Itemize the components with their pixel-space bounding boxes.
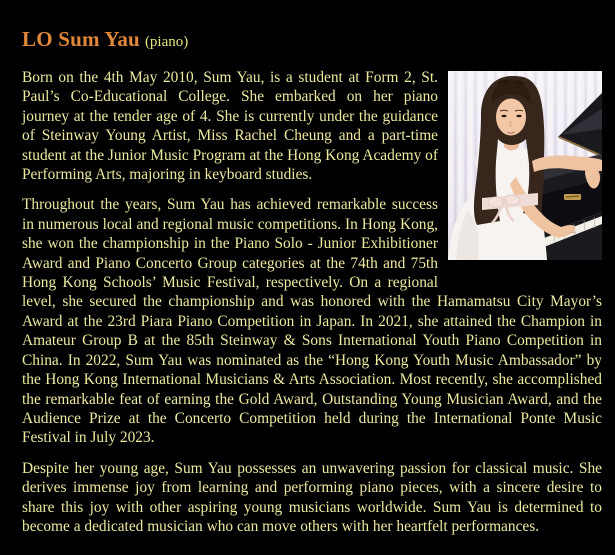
bio-paragraph-1: Born on the 4th May 2010, Sum Yau, is a student at Form 2, St. Paul’s Co-Educational College. She embarked on her piano journey at the tender age of 4. She is currently under the guidance of Steinway Young Artist, Miss Rachel Cheung and a part-time student at the Junior Music Program at the Hong Kong Academy of Performing Arts, majoring in keyboard studies. bbox=[22, 69, 438, 184]
bio-paragraph-3: Despite her young age, Sum Yau possesses an unwavering passion for classical music. She derives immense joy from learning and performing piano pieces, with a sincere desire to share this joy with other aspiring young musicians worldwide. Sum Yau is determined to become a dedicated musician who can move others with her heartfelt performances. bbox=[22, 459, 602, 535]
page-title bbox=[22, 24, 602, 53]
artist-photo bbox=[448, 71, 602, 260]
bio-content bbox=[22, 68, 602, 536]
artist-name: LO Sum Yau bbox=[22, 27, 140, 51]
artist-instrument: (piano) bbox=[144, 34, 189, 50]
piano-portrait-illustration bbox=[448, 71, 602, 260]
bio-paragraph-2: Throughout the years, Sum Yau has achieved remarkable success in numerous local and regional music competitions. In Hong Kong, she won the championship in the Piano Solo - Junior Exhibitioner Award and Piano Concerto Group categories at the 74th and 75th Hong Kong Schools’ Music Festival, respectively. On a regional level, she secured the championship and was honored with the Hamamatsu City Mayor’s Award at the 23rd Piara Piano Competition in Japan. In 2021, she attained the Champion in Amateur Group B at the 85th Steinway & Sons International Youth Piano Competition in China. In 2022, Sum Yau was nominated as the “Hong Kong Youth Music Ambassador” by the Hong Kong International Musicians & Arts Association. Most recently, she accomplished the remarkable feat of earning the Gold Award, Outstanding Young Musician Award, and the Audience Prize at the Concerto Competition held during the International Ponte Music Festival in July 2023. bbox=[22, 196, 602, 447]
